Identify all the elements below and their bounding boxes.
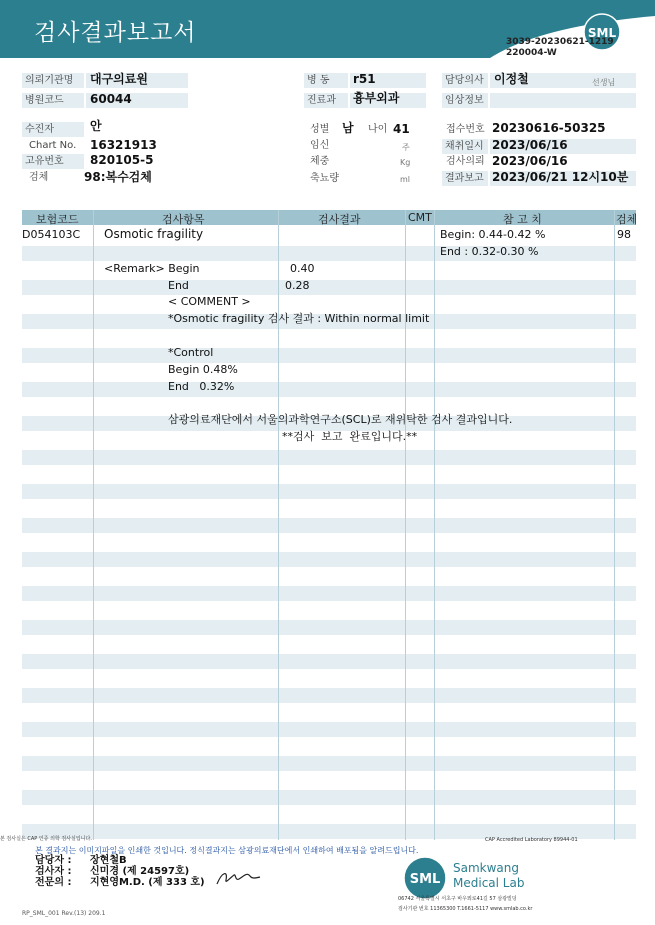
pregnancy-unit: 주 bbox=[402, 143, 410, 152]
remark-begin-label: <Remark> Begin bbox=[104, 262, 200, 275]
table-stripe-row bbox=[22, 586, 636, 601]
request-value: 2023/06/16 bbox=[492, 154, 568, 168]
id-label: 고유번호 bbox=[22, 154, 84, 169]
collect-value: 2023/06/16 bbox=[492, 138, 568, 152]
header-specimen: 검체 bbox=[616, 213, 638, 226]
form-code: RP_SML_001 Rev.(13) 209.1 bbox=[22, 910, 106, 917]
inspector-value: 신미경 (제 24597호) bbox=[90, 866, 190, 877]
column-divider bbox=[405, 210, 406, 840]
report-label: 결과보고 bbox=[442, 171, 488, 186]
sml-logo-text: SML bbox=[587, 26, 617, 40]
chart-value: 16321913 bbox=[90, 138, 157, 152]
document-id-line2: 220004-W bbox=[506, 48, 557, 58]
hospital-code-value: 60044 bbox=[90, 92, 132, 106]
column-divider bbox=[614, 210, 615, 840]
report-complete-note: **검사 보고 완료입니다.** bbox=[282, 430, 418, 443]
header-cmt: CMT bbox=[408, 211, 432, 224]
table-stripe-row bbox=[22, 246, 636, 261]
lab-contact: 검사기관 번호 11365300 T.1661-5117 www.smlab.co.kr bbox=[398, 906, 533, 912]
dept-value: 흉부외과 bbox=[353, 91, 400, 105]
collect-label: 채취일시 bbox=[442, 139, 488, 154]
report-value: 2023/06/21 12시10분 bbox=[492, 170, 629, 184]
accession-value: 20230616-50325 bbox=[492, 121, 606, 135]
header-result: 검사결과 bbox=[318, 213, 361, 226]
table-stripe-row bbox=[22, 280, 636, 295]
specimen-value: 98:복수검체 bbox=[84, 170, 152, 184]
client-label: 의뢰기관명 bbox=[22, 73, 84, 88]
urine-label: 축뇨량 bbox=[310, 173, 339, 184]
dept-label: 진료과 bbox=[304, 93, 348, 108]
specimen-label: 검체 bbox=[29, 172, 49, 183]
test-item-cell: Osmotic fragility bbox=[104, 227, 204, 241]
table-stripe-row bbox=[22, 382, 636, 397]
insurance-code-cell: D054103C bbox=[22, 228, 81, 241]
client-value: 대구의료원 bbox=[90, 72, 148, 86]
control-end: End 0.32% bbox=[168, 380, 235, 393]
cap-notice-left: 본 검사실은 CAP 인증 의학 검사실입니다. bbox=[0, 836, 92, 842]
column-divider bbox=[434, 210, 435, 840]
control-begin: Begin 0.48% bbox=[168, 363, 238, 376]
specialist-signature bbox=[214, 866, 262, 888]
column-divider bbox=[278, 210, 279, 840]
table-stripe-row bbox=[22, 722, 636, 737]
comment-result: *Osmotic fragility 검사 결과 : Within normal limit bbox=[168, 312, 430, 325]
column-divider bbox=[93, 210, 94, 840]
inspector-label: 검사자 : bbox=[35, 866, 72, 877]
consignment-note: 삼광의료재단에서 서울의과학연구소(SCL)로 재위탁한 검사 결과입니다. bbox=[168, 413, 513, 426]
hospital-code-label: 병원코드 bbox=[22, 93, 84, 108]
control-header: *Control bbox=[168, 346, 214, 359]
accession-label: 접수번호 bbox=[446, 124, 485, 135]
doctor-value: 이정철 bbox=[494, 72, 529, 86]
id-value: 820105-5 bbox=[90, 153, 154, 167]
specialist-label: 전문의 : bbox=[35, 877, 72, 888]
table-stripe-row bbox=[22, 484, 636, 499]
weight-label: 체중 bbox=[310, 156, 330, 167]
rep-value: 장현철B bbox=[90, 855, 127, 866]
table-stripe-row bbox=[22, 688, 636, 703]
sex-value: 남 bbox=[342, 121, 354, 135]
reference-end-cell: End : 0.32-0.30 % bbox=[440, 245, 539, 258]
comment-header: < COMMENT > bbox=[168, 295, 251, 308]
remark-end-value: 0.28 bbox=[285, 279, 310, 292]
rep-label: 담당자 : bbox=[35, 855, 72, 866]
request-label: 검사의뢰 bbox=[446, 156, 485, 167]
doctor-label: 담당의사 bbox=[442, 73, 488, 88]
header-test-item: 검사항목 bbox=[162, 213, 205, 226]
table-stripe-row bbox=[22, 654, 636, 669]
reference-begin-cell: Begin: 0.44-0.42 % bbox=[440, 228, 546, 241]
remark-end-label: End bbox=[168, 279, 189, 292]
header-insurance-code: 보험코드 bbox=[36, 213, 79, 226]
brand-name-line2: Medical Lab bbox=[453, 876, 525, 890]
specialist-value: 지현영M.D. (제 333 호) bbox=[90, 877, 205, 888]
lab-address: 06742 서울특별시 서초구 바우뫼로41길 57 삼광빌딩 bbox=[398, 896, 517, 902]
document-id bbox=[506, 37, 614, 59]
specimen-cell: 98 bbox=[617, 228, 631, 241]
table-stripe-row bbox=[22, 518, 636, 533]
sex-label: 성별 bbox=[310, 124, 330, 135]
table-stripe-row bbox=[22, 552, 636, 567]
image-print-notice: 본 결과지는 이미지파일을 인쇄한 것입니다. 정식결과지는 삼광의료재단에서 인쇄하여 배포됨을 알려드립니다. bbox=[35, 846, 419, 855]
table-stripe-row bbox=[22, 620, 636, 635]
table-stripe-row bbox=[22, 756, 636, 771]
age-label: 나이 bbox=[368, 124, 388, 135]
brand-name-line1: Samkwang bbox=[453, 861, 519, 875]
header-reference: 참 고 치 bbox=[503, 213, 542, 226]
table-stripe-row bbox=[22, 348, 636, 363]
urine-unit: ml bbox=[400, 175, 411, 184]
cap-notice-right: CAP Accredited Laboratory 89944-01 bbox=[485, 837, 578, 843]
remark-begin-value: 0.40 bbox=[290, 262, 315, 275]
weight-unit: Kg bbox=[400, 158, 411, 167]
doctor-suffix: 선생님 bbox=[592, 78, 616, 87]
ward-label: 병 동 bbox=[304, 73, 348, 88]
table-stripe-row bbox=[22, 790, 636, 805]
page-title: 검사결과보고서 bbox=[34, 20, 197, 46]
ward-value: r51 bbox=[353, 72, 376, 86]
clinical-label: 임상정보 bbox=[442, 93, 488, 108]
table-stripe-row bbox=[22, 450, 636, 465]
patient-value: 안 bbox=[90, 119, 102, 133]
patient-label: 수진자 bbox=[22, 122, 84, 137]
clinical-value bbox=[490, 93, 636, 108]
document-id-line1: 3039-20230621-1219 bbox=[506, 37, 614, 47]
chart-label: Chart No. bbox=[29, 140, 77, 151]
age-value: 41 bbox=[393, 122, 410, 136]
pregnancy-label: 임신 bbox=[310, 140, 330, 151]
brand-logo-text: SML bbox=[409, 872, 441, 887]
